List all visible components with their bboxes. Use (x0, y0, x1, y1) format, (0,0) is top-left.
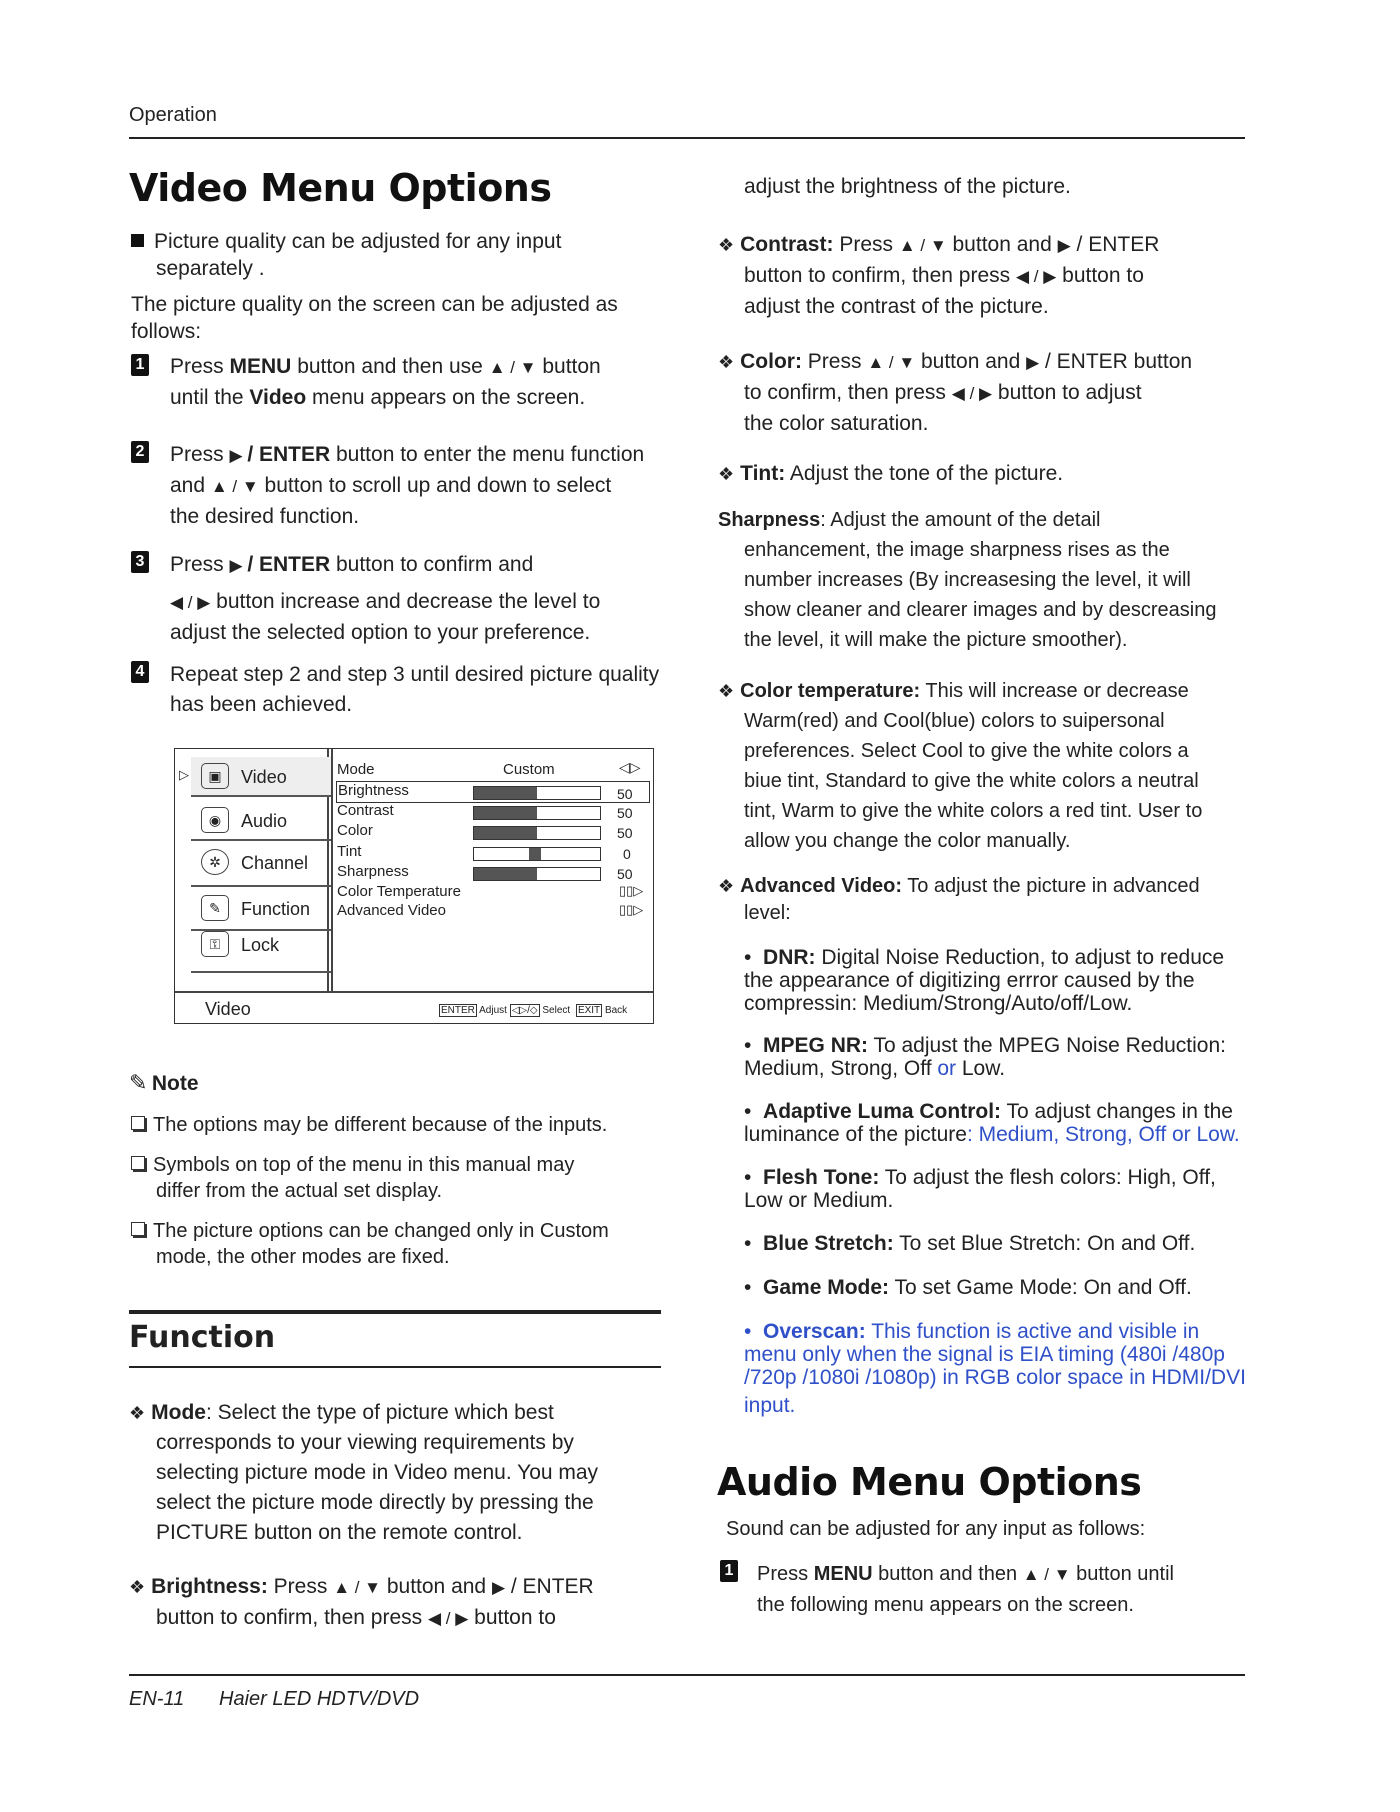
advanced-video-description: ❖ Advanced Video: To adjust the picture in advanced level: (718, 875, 1200, 924)
video-icon: ▣ (201, 763, 229, 789)
diamond-bullet-icon: ❖ (718, 352, 735, 372)
mode-description: ❖ Mode: Select the type of picture which best corresponds to your viewing requirements by selecting picture mode in Video menu. You may select the picture mode directly by pressing the PICTURE button on the remote control. (129, 1401, 599, 1544)
menu-row-mode: Mode Custom ◁▷ (337, 759, 641, 778)
step-4 (131, 661, 149, 683)
color-bar-fill (474, 827, 537, 839)
checkbox-bullet-icon (131, 1156, 145, 1170)
pencil-icon: ✎ (129, 1070, 148, 1095)
color-bar (473, 826, 601, 840)
enter-submenu-icon: ▯▯▷ (619, 883, 644, 898)
page-title: Video Menu Options (129, 166, 552, 210)
menu-row-advanced-video: Advanced Video ▯▯▷ (337, 902, 644, 919)
menu-footer-title: Video (205, 999, 251, 1019)
bullet-flesh-tone: • Flesh Tone: To adjust the flesh colors: High, Off, Low or Medium. (744, 1166, 1216, 1212)
step-2 (131, 441, 149, 463)
menu-row-tint: Tint 0 (337, 843, 631, 862)
bullet-game-mode: • Game Mode: To set Game Mode: On and Off. (744, 1276, 1192, 1299)
product-name: Haier LED HDTV/DVD (219, 1688, 420, 1710)
square-bullet-icon (131, 234, 144, 247)
bullet-adaptive-luma: • Adaptive Luma Control: To adjust changes in the luminance of the picture: Medium, Strong, Off or Low. (744, 1100, 1240, 1146)
note-title: Note (151, 1072, 199, 1095)
bullet-mpeg-nr: • MPEG NR: To adjust the MPEG Noise Reduction: Medium, Strong, Off or Low. (744, 1034, 1226, 1080)
diamond-bullet-icon: ❖ (129, 1577, 146, 1597)
diamond-bullet-icon: ❖ (718, 876, 735, 896)
menu-row-brightness: Brightness 50 (336, 781, 650, 803)
audio-step-1-text: Press MENU button and then ▲ / ▼ button until the following menu appears on the screen. (757, 1563, 1174, 1616)
diamond-bullet-icon: ❖ (718, 464, 735, 484)
function-rule-top (129, 1310, 661, 1314)
left-right-icon: ◁▷ (619, 759, 641, 775)
menu-sidebar-function: ✎ Function (191, 889, 331, 927)
exit-key-icon: EXIT (577, 1005, 601, 1016)
checkbox-bullet-icon (131, 1222, 145, 1236)
sidebar-separator (191, 885, 331, 887)
up-down-arrows-icon: ▲ / ▼ (867, 353, 916, 372)
left-right-arrows-icon: ◀ / ▶ (1015, 267, 1057, 286)
header-rule (129, 137, 1245, 139)
color-temperature-description: ❖ Color temperature: This will increase or decrease Warm(red) and Cool(blue) colors to suipersonal preferences. Select Cool to give the white colors a biue tint, Standard to give the white colors a neutral tint, Warm to give the white colors a red tint. User to allow you change the color manually. (718, 680, 1203, 852)
sidebar-separator (191, 795, 331, 797)
menu-sidebar-video: ▣ Video (191, 757, 331, 795)
right-arrow-icon: ▶ (229, 556, 248, 575)
audio-section-title: Audio Menu Options (717, 1460, 1142, 1504)
brightness-description: ❖ Brightness: Press ▲ / ▼ button and ▶ / ENTER button to confirm, then press ◀ / ▶ button to (129, 1575, 594, 1629)
checkbox-bullet-icon (131, 1116, 145, 1130)
selected-pointer-icon: ▷ (179, 767, 189, 782)
audio-step-1 (720, 1560, 738, 1582)
sidebar-separator (191, 971, 331, 973)
section-header: Operation (129, 104, 217, 126)
up-down-arrows-icon: ▲ / ▼ (210, 477, 259, 496)
left-right-arrows-icon: ◀ / ▶ (427, 1609, 469, 1628)
right-arrow-icon: ▶ (1026, 353, 1040, 372)
intro-bullet-line1: Picture quality can be adjusted for any input (154, 230, 562, 253)
intro-line2: follows: (131, 320, 202, 343)
diamond-bullet-icon: ❖ (129, 1403, 146, 1423)
step-number: 1 (131, 354, 149, 376)
step-4-text: Repeat step 2 and step 3 until desired picture quality has been achieved. (170, 663, 660, 716)
sidebar-separator (191, 839, 331, 841)
bullet-dnr: • DNR: Digital Noise Reduction, to adjust to reduce the appearance of digitizing errror caused by the compressin: Medium/Strong/Auto/off/Low. (744, 946, 1225, 1015)
tint-description: ❖ Tint: Adjust the tone of the picture. (718, 462, 1064, 485)
brightness-bar (473, 786, 601, 800)
tint-bar-marker (529, 848, 541, 860)
step-1-text: Press MENU button and then use ▲ / ▼ button until the Video menu appears on the screen. (170, 355, 601, 409)
arrow-keys-icon: ◁▷/◇ (511, 1005, 538, 1016)
up-down-arrows-icon: ▲ / ▼ (898, 236, 947, 255)
sidebar-divider-2 (331, 749, 333, 991)
audio-intro: Sound can be adjusted for any input as follows: (726, 1518, 1146, 1540)
right-arrow-icon: ▶ (491, 1578, 506, 1597)
right-arrow-icon: ▶ (1057, 236, 1071, 255)
sharpness-bar-fill (474, 868, 537, 880)
brightness-continued: adjust the brightness of the picture. (744, 175, 1071, 198)
menu-row-color-temperature: Color Temperature ▯▯▷ (337, 883, 644, 900)
step-2-text: Press ▶ / ENTER button to enter the menu function and ▲ / ▼ button to scroll up and down to select the desired function. (170, 443, 645, 528)
menu-row-color: Color 50 (337, 822, 633, 841)
menu-footer-hints: ENTER Adjust ◁▷/◇ Select EXIT Back (441, 1005, 628, 1016)
sharpness-bar (473, 867, 601, 881)
contrast-bar-fill (474, 807, 537, 819)
sharpness-description: Sharpness: Adjust the amount of the detail enhancement, the image sharpness rises as the number increases (By increasesing the level, it will show cleaner and clearer images and by descreasing the level, it will make the picture smoother). (718, 509, 1217, 651)
step-1 (131, 354, 149, 376)
function-heading: Function (129, 1320, 276, 1355)
video-menu-illustration (174, 748, 654, 1024)
note-item-2: Symbols on top of the menu in this manual may differ from the actual set display. (131, 1152, 671, 1204)
enter-submenu-icon: ▯▯▷ (619, 902, 644, 917)
up-down-arrows-icon: ▲ / ▼ (488, 358, 537, 377)
intro-bullet-line2: separately . (156, 257, 265, 280)
menu-row-contrast: Contrast 50 (337, 802, 633, 821)
menu-row-sharpness: Sharpness 50 (337, 863, 633, 882)
right-arrow-icon: ▶ (229, 446, 248, 465)
diamond-bullet-icon: ❖ (718, 235, 735, 255)
up-down-arrows-icon: ▲ / ▼ (1022, 1565, 1071, 1584)
left-right-arrows-icon: ◀ / ▶ (170, 593, 211, 612)
left-right-arrows-icon: ◀ / ▶ (951, 384, 993, 403)
diamond-bullet-icon: ❖ (718, 681, 735, 701)
enter-key-icon: ENTER (441, 1005, 475, 1016)
menu-sidebar-lock: ⚿ Lock (191, 925, 331, 963)
step-number: 1 (720, 1560, 738, 1582)
tint-bar (473, 847, 601, 861)
contrast-description: ❖ Contrast: Press ▲ / ▼ button and ▶ / ENTER button to confirm, then press ◀ / ▶ button to adjust the contrast of the picture. (718, 233, 1160, 318)
intro-bullet (131, 228, 671, 282)
contrast-bar (473, 806, 601, 820)
step-number: 4 (131, 661, 149, 683)
step-number: 2 (131, 441, 149, 463)
intro-line1: The picture quality on the screen can be adjusted as (131, 293, 618, 316)
function-pencil-icon: ✎ (201, 895, 229, 921)
step-3-text: Press ▶ / ENTER button to confirm and ◀ / ▶ button increase and decrease the level to adjust the selected option to your preference. (170, 553, 601, 644)
step-3 (131, 551, 149, 573)
bullet-blue-stretch: • Blue Stretch: To set Blue Stretch: On and Off. (744, 1232, 1196, 1255)
page-number: EN-11 (129, 1688, 185, 1710)
function-rule-bottom (129, 1366, 661, 1368)
menu-sidebar-audio: ◉ Audio (191, 801, 331, 839)
channel-reel-icon: ✲ (201, 849, 229, 875)
bullet-overscan: • Overscan: This function is active and visible in menu only when the signal is EIA timing (480i /480p /720p /1080i /1080p) in RGB color space in HDMI/DVI input. (744, 1320, 1246, 1417)
step-number: 3 (131, 551, 149, 573)
lock-icon: ⚿ (201, 931, 229, 957)
color-description: ❖ Color: Press ▲ / ▼ button and ▶ / ENTER button to confirm, then press ◀ / ▶ button to adjust the color saturation. (718, 350, 1193, 435)
intro-text (131, 291, 671, 345)
menu-sidebar-channel: ✲ Channel (191, 843, 331, 881)
footer-rule (129, 1674, 1245, 1676)
note-item-1: The options may be different because of the inputs. (131, 1112, 671, 1138)
note-section (129, 1070, 199, 1096)
footer-divider (175, 991, 653, 993)
up-down-arrows-icon: ▲ / ▼ (333, 1578, 382, 1597)
note-item-3: The picture options can be changed only in Custom mode, the other modes are fixed. (131, 1218, 671, 1270)
speaker-icon: ◉ (201, 807, 229, 833)
brightness-bar-fill (474, 787, 537, 799)
